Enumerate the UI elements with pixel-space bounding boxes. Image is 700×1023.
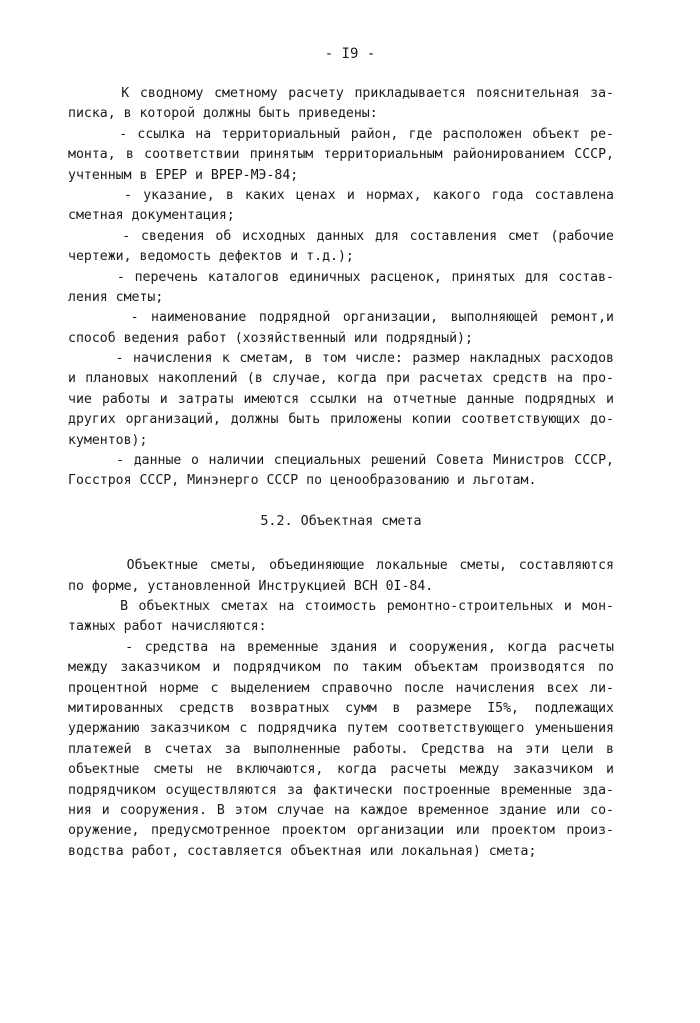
text-line: между заказчиком и подрядчиком по таким объектам производятся по (68, 660, 614, 676)
page-content (68, 84, 614, 862)
text-line: кументов); (68, 432, 148, 448)
paragraph-block-object-estimates (68, 556, 614, 862)
text-line: - указание, в каких ценах и нормах, какого года составлена (68, 187, 614, 203)
paragraph-block-requirements (68, 84, 614, 492)
text-line: Объектные сметы, объединяющие локальные сметы, составляются (68, 558, 614, 574)
text-line: способ ведения работ (хозяйственный или подрядный); (68, 330, 473, 346)
text-line: платежей в счетах за выполненные работы. Средства на эти цели в (68, 741, 614, 757)
text-line: чертежи, ведомость дефектов и т.д.); (68, 249, 354, 265)
text-line: ния и сооружения. В этом случае на каждое временное здание или со- (68, 802, 614, 818)
text-line: подрядчиком осуществляются за фактически построенные временные зда- (68, 782, 614, 798)
text-line: других организаций, должны быть приложены копии соответствующих до- (68, 412, 614, 428)
text-line: - ссылка на территориальный район, где расположен объект ре- (68, 126, 614, 142)
text-line: - средства на временные здания и сооружения, когда расчеты (68, 639, 614, 655)
text-line: Госстроя СССР, Минэнерго СССР по ценообразованию и льготам. (68, 473, 537, 489)
text-line: К сводному сметному расчету прикладывается пояснительная за- (68, 86, 614, 101)
text-line: объектные сметы не включаются, когда расчеты между заказчиком и (68, 762, 614, 778)
text-line: оружение, предусмотренное проектом организации или проектом произ- (68, 823, 614, 839)
text-line: водства работ, составляется объектная или локальная) смета; (68, 843, 537, 859)
text-line: митированных средств возвратных сумм в размере I5%, подлежащих (68, 700, 614, 716)
text-line: удержанию заказчиком с подрядчика путем соответствующего уменьшения (68, 721, 614, 737)
text-line: монта, в соответствии принятым территориальным районированием СССР, (68, 147, 614, 163)
text-line: процентной норме с выделением справочно после начисления всех ли- (68, 680, 614, 696)
text-line: чие работы и затраты имеются ссылки на отчетные данные подрядных и (68, 391, 614, 407)
text-line: - перечень каталогов единичных расценок, принятых для состав- (68, 269, 614, 285)
text-line: - начисления к сметам, в том числе: размер накладных расходов (68, 351, 614, 367)
text-line: тажных работ начисляются: (68, 619, 267, 635)
text-line: В объектных сметах на стоимость ремонтно-строительных и мон- (68, 599, 614, 614)
text-line: и плановых накоплений (в случае, когда при расчетах средств на про- (68, 371, 614, 387)
text-line: писка, в которой должны быть приведены: (68, 106, 378, 122)
section-heading: 5.2. Объектная смета (260, 513, 422, 529)
text-line: ления сметы; (68, 289, 164, 305)
page-number: - I9 - (324, 46, 376, 62)
text-line: - сведения об исходных данных для составления смет (рабочие (68, 228, 614, 244)
text-line: учтенным в ЕРЕР и ВРЕР-МЭ-84; (68, 167, 299, 183)
text-line: - данные о наличии специальных решений Совета Министров СССР, (68, 453, 614, 469)
text-line: - наименование подрядной организации, выполняющей ремонт,и (68, 310, 614, 326)
text-line: по форме, установленной Инструкцией ВСН 0I-84. (68, 578, 434, 594)
text-line: сметная документация; (68, 208, 235, 224)
